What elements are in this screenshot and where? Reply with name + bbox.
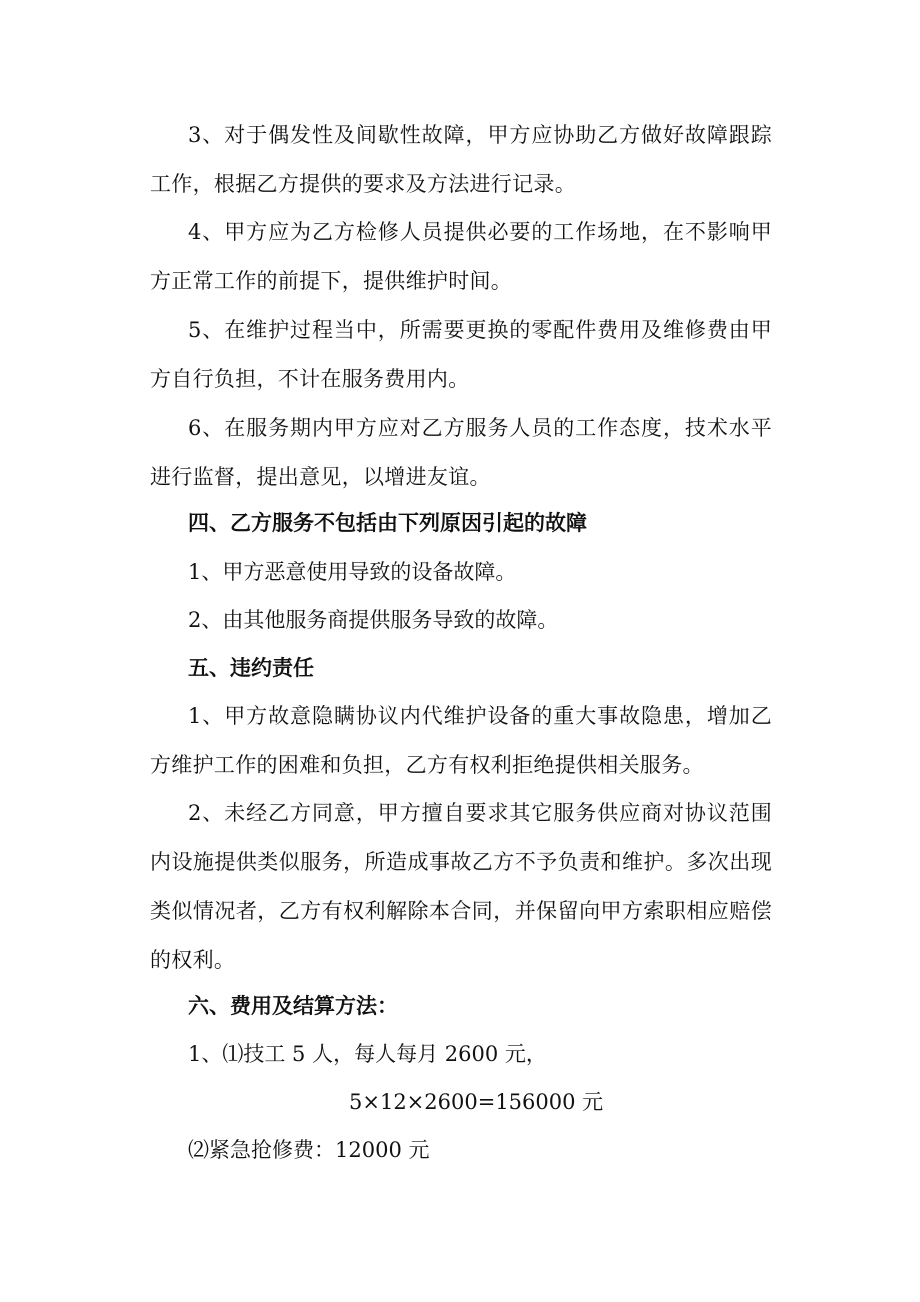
paragraph-3: 3、对于偶发性及间歇性故障，甲方应协助乙方做好故障跟踪工作，根据乙方提供的要求及方法进行记录。 <box>150 123 772 196</box>
section-4-item-1: 1、甲方恶意使用导致的设备故障。 <box>188 560 517 584</box>
fee-item-1: 1、⑴技工 5 人，每人每月 2600 元， <box>188 1042 547 1066</box>
fee-item-2: ⑵紧急抢修费：12000 元 <box>188 1138 430 1162</box>
section-5-item-2: 2、未经乙方同意，甲方擅自要求其它服务供应商对协议范围内设施提供类似服务，所造成事故乙方不予负责和维护。多次出现类似情况者，乙方有权利解除本合同，并保留向甲方索职相应赔偿的权利。 <box>150 801 772 972</box>
paragraph-4: 4、甲方应为乙方检修人员提供必要的工作场地，在不影响甲方正常工作的前提下，提供维护时间。 <box>150 220 772 293</box>
section-heading-6: 六、费用及结算方法： <box>188 993 398 1018</box>
section-5-item-1: 1、甲方故意隐瞒协议内代维护设备的重大事故隐患，增加乙方维护工作的困难和负担，乙方有权利拒绝提供相关服务。 <box>150 704 772 777</box>
paragraph-6: 6、在服务期内甲方应对乙方服务人员的工作态度，技术水平进行监督，提出意见，以增进友谊。 <box>150 416 772 489</box>
section-4-item-2: 2、由其他服务商提供服务导致的故障。 <box>188 608 559 632</box>
section-heading-5: 五、违约责任 <box>188 655 314 680</box>
section-heading-4: 四、乙方服务不包括由下列原因引起的故障 <box>188 510 587 535</box>
paragraph-5: 5、在维护过程当中，所需要更换的零配件费用及维修费由甲方自行负担，不计在服务费用内。 <box>150 318 772 391</box>
fee-item-1-calculation: 5×12×2600=156000 元 <box>349 1090 604 1114</box>
